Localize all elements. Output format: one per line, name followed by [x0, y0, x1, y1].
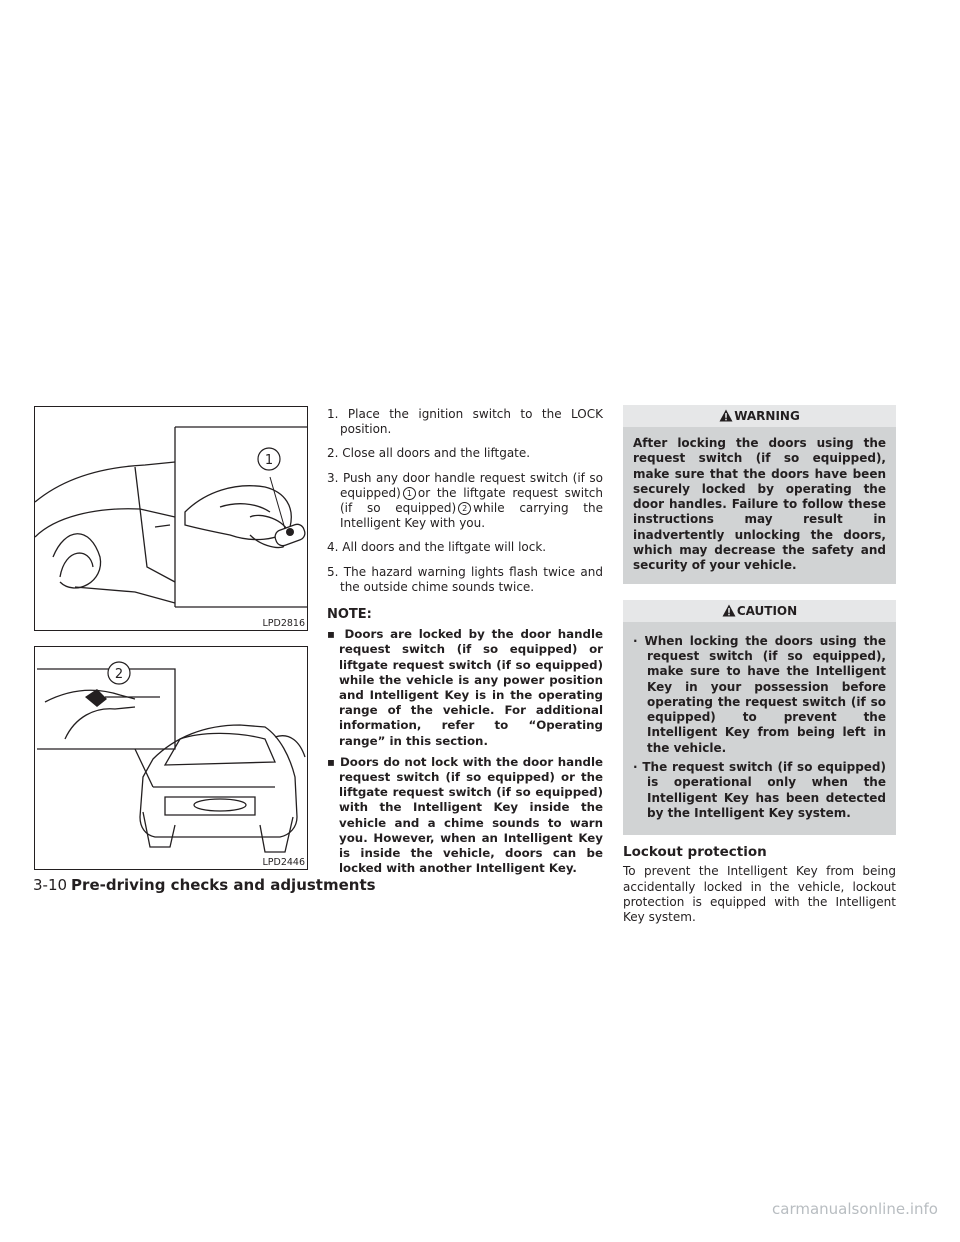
safety-column — [623, 405, 896, 925]
figure-code: LPD2816 — [262, 618, 305, 629]
callout-1: 1 — [264, 453, 274, 468]
page-number: 3-10 — [33, 876, 68, 894]
warning-text: After locking the doors using the request switch (if so equipped), make sure that the doors have been securely locked by operating the door handles. Failure to follow these instructions may result in inadvertently unlocking the doors, which may decrease the safety and security of your vehicle. — [633, 436, 886, 573]
caution-header: CAUTION — [623, 600, 896, 622]
figure-door-handle-switch — [34, 406, 308, 631]
lockout-text: To prevent the Intelligent Key from being accidentally locked in the vehicle, lockout protection is equipped with the Intelligent Key system. — [623, 864, 896, 925]
caution-item: · When locking the doors using the request switch (if so equipped), make sure to have the Intelligent Key in your possession before operating the request switch (if so equipped) to prevent the Intelligent Key from being left in the vehicle. — [633, 633, 886, 755]
procedure-column — [327, 407, 603, 882]
step-2: 2. Close all doors and the liftgate. — [327, 446, 531, 461]
caution-triangle-icon — [722, 604, 736, 617]
step-3: 3. Push any door handle request switch (if so equipped) 1 or the liftgate request switch (if so equipped) 2 while carrying the Intelligent Key with you. — [327, 470, 603, 531]
callout-1-marker: 1 — [403, 487, 416, 500]
callout-2: 2 — [114, 667, 124, 682]
callout-2-marker: 2 — [458, 502, 471, 515]
step-1: 1. Place the ignition switch to the LOCK position. — [327, 407, 603, 437]
figure-liftgate-switch — [34, 646, 308, 870]
caution-item: · The request switch (if so equipped) is operational only when the Intelligent Key has been detected by the Intelligent Key system. — [633, 760, 886, 820]
warning-header: WARNING — [623, 405, 896, 427]
step-4: 4. All doors and the liftgate will lock. — [327, 540, 547, 555]
warning-box — [623, 405, 896, 584]
warning-triangle-icon — [719, 409, 733, 422]
caution-box — [623, 600, 896, 836]
watermark: carmanualsonline.info — [772, 1200, 938, 1218]
step-5: 5. The hazard warning lights flash twice and the outside chime sounds twice. — [327, 564, 603, 594]
liftgate-illustration — [35, 647, 307, 869]
figure-code: LPD2446 — [262, 857, 305, 868]
note-bullet: ▪ Doors do not lock with the door handle request switch (if so equipped) or the liftgate request switch (if so equipped) with the Intelligent Key inside the vehicle and a chime sounds to warn you. However, when an Intelligent Key is inside the vehicle, doors can be locked with another Intelligent Key. — [327, 754, 603, 876]
note-bullet: ▪ Doors are locked by the door handle request switch (if so equipped) or liftgate request switch (if so equipped) while the vehicle is any power position and Intelligent Key is in the operating range of the vehicle. For additional information, refer to “Operating range” in this section. — [327, 627, 603, 748]
note-heading: NOTE: — [327, 607, 372, 623]
section-title: Pre-driving checks and adjustments — [71, 876, 376, 894]
page-footer — [33, 876, 376, 894]
door-handle-illustration — [35, 407, 307, 630]
lockout-heading: Lockout protection — [623, 844, 767, 861]
caution-body — [623, 622, 896, 836]
